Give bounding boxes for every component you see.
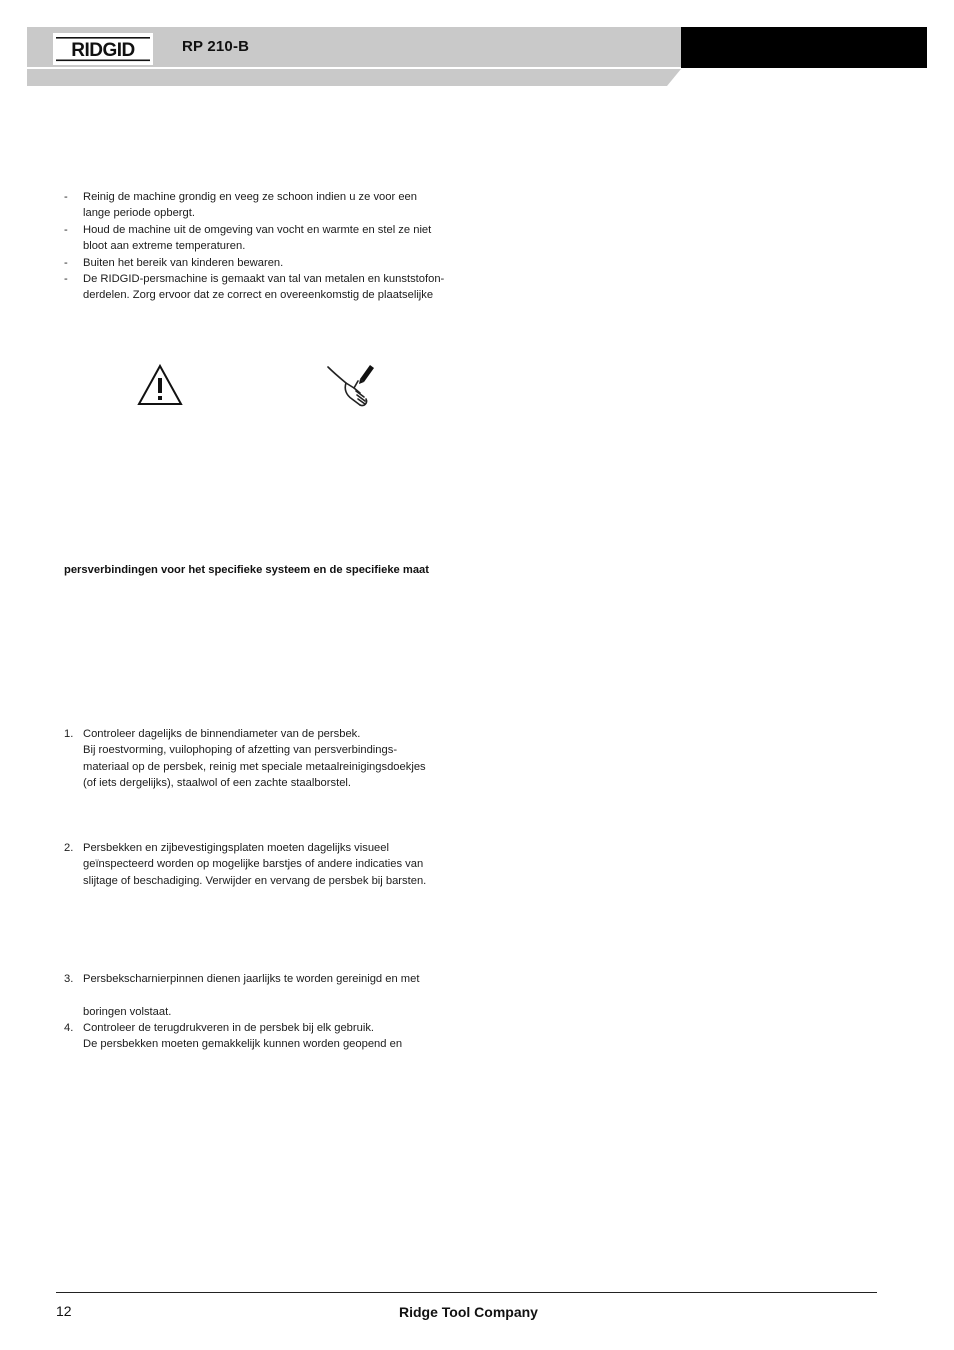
warning-triangle-icon: [136, 363, 184, 407]
list-marker: -: [64, 273, 68, 286]
list-item: 3. Persbekscharnierpinnen dienen jaarlijks te worden gereinigd en met: [64, 973, 420, 985]
list-item: - De RIDGID-persmachine is gemaakt van tal van metalen en kunststofon- derdelen. Zorg ervoor dat ze correct en overeenkomstig de plaatselijke: [64, 273, 445, 302]
maintenance-item-3: [64, 971, 419, 987]
maintenance-item-2: [64, 840, 426, 889]
header-black-block: [681, 27, 927, 68]
company-name: Ridge Tool Company: [399, 1304, 538, 1320]
ridgid-logo: [53, 33, 153, 65]
list-marker: -: [64, 191, 68, 203]
list-item: 2. Persbekken en zijbevestigingsplaten moeten dagelijks visueel geïnspecteerd worden op mogelijke barstjes of andere indicaties van slijtage of beschadiging. Verwijder en vervang de persbek bij barsten.: [64, 842, 427, 887]
list-item: - Reinig de machine grondig en veeg ze schoon indien u ze voor een lange periode opbergt.: [64, 191, 417, 220]
list-marker: -: [64, 256, 68, 269]
list-item: - Buiten het bereik van kinderen bewaren.: [64, 255, 444, 271]
list-item: - Houd de machine uit de omgeving van vocht en warmte en stel ze niet bloot aan extreme temperaturen.: [64, 223, 432, 253]
bold-heading-line: persverbindingen voor het specifieke systeem en de specifieke maat: [64, 564, 429, 576]
hand-pen-icon: [324, 361, 376, 409]
list-item: 1. Controleer dagelijks de binnendiameter van de persbek. Bij roestvorming, vuilophoping of afzetting van persverbindings- materiaal op de persbek, reinig met speciale metaalreinigingsdoekjes (of iets dergelijks), staalwol of een zachte staalborstel.: [64, 728, 426, 790]
maintenance-item-3-continued: boringen volstaat.: [83, 1006, 172, 1018]
footer-rule: [56, 1292, 877, 1293]
model-title: RP 210-B: [182, 38, 250, 55]
storage-list: [64, 189, 444, 304]
maintenance-item-4: [64, 1020, 402, 1053]
list-item: 4. Controleer de terugdrukveren in de persbek bij elk gebruik. De persbekken moeten gemakkelijk kunnen worden geopend en: [64, 1022, 403, 1051]
header-strip: [27, 69, 681, 86]
list-marker: -: [64, 223, 68, 236]
page-number: 12: [56, 1303, 72, 1319]
logo-text: RIDGID: [71, 40, 135, 61]
maintenance-item-1: [64, 726, 426, 792]
